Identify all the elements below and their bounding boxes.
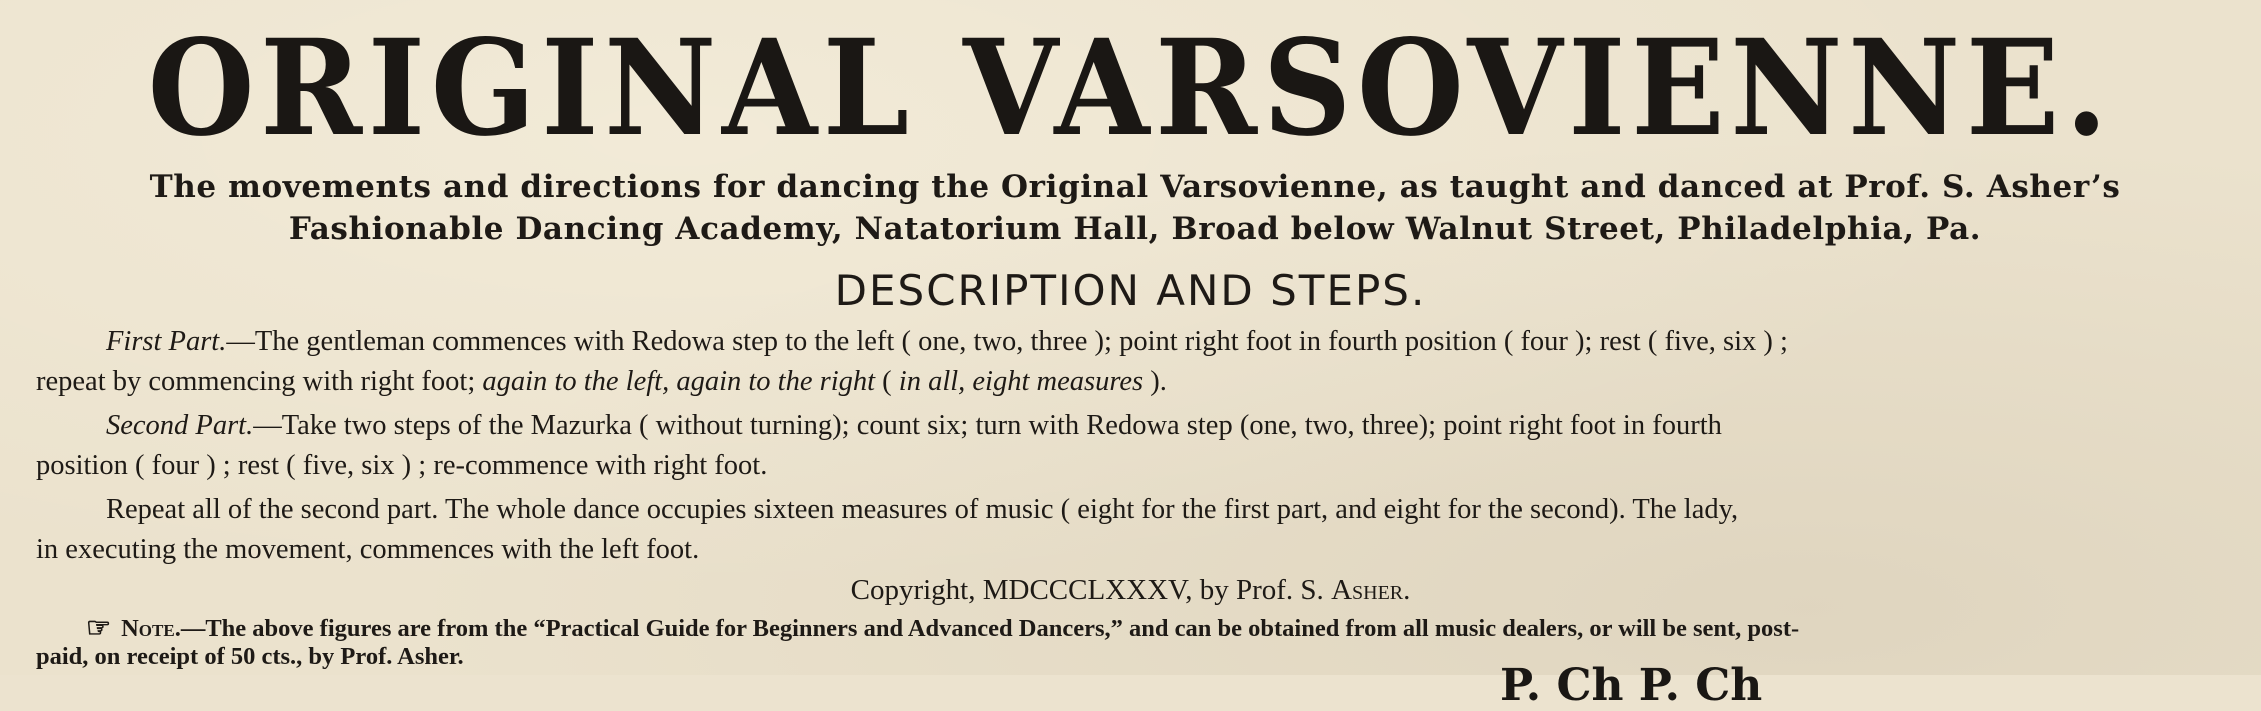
subtitle-line-2: Fashionable Dancing Academy, Natatorium Hall, Broad below Walnut Street, Philadelphia, Pa. (288, 211, 1982, 247)
copyright-name: Asher. (1331, 574, 1411, 606)
first-part-line-2 (0, 362, 2241, 402)
note-line-1 (36, 614, 2241, 643)
pointing-hand-icon: ☞ (86, 613, 112, 644)
cut-off-text: P. Ch P. Ch (1500, 660, 1763, 711)
second-part-lead: Second Part. (106, 410, 254, 441)
paragraph-repeat (36, 490, 2241, 570)
first-part-line-2-a: repeat by commencing with right foot; (36, 366, 483, 397)
second-part-line-1 (36, 406, 2241, 446)
first-part-lead: First Part. (106, 326, 227, 357)
first-part-line-1 (36, 322, 2241, 362)
paragraph-first-part (36, 322, 2241, 402)
note-label: Note. (121, 615, 181, 642)
first-part-line-2-italic: again to the left, again to the right (482, 366, 876, 397)
copyright-line (0, 570, 2261, 610)
repeat-line-2: in executing the movement, commences with the left foot. (36, 534, 700, 565)
first-part-text: —The gentleman commences with Redowa step to the left ( one, two, three ); point right foot in fourth position ( four ); rest ( five, six ) ; (226, 326, 1788, 357)
body-text (36, 322, 2241, 574)
first-part-line-2-italic-2: in all, eight measures (898, 366, 1144, 397)
note-line-2: paid, on receipt of 50 cts., by Prof. Asher. (36, 643, 464, 670)
second-part-line-2: position ( four ) ; rest ( five, six ) ; re-commence with right foot. (36, 450, 768, 481)
subtitle-line-1: The movements and directions for dancing the Original Varsovienne, as taught and danced at Prof. S. Asher’s (149, 169, 2121, 205)
page-title: ORIGINAL VARSOVIENNE. (147, 11, 2114, 166)
section-heading: DESCRIPTION AND STEPS. (834, 266, 1427, 315)
second-part-text: —Take two steps of the Mazurka ( without turning); count six; turn with Redowa step (one, two, three); point right foot in fourth (253, 410, 1722, 441)
paragraph-second-part (36, 406, 2241, 486)
first-part-line-2-c: ). (1143, 366, 1167, 397)
note (36, 614, 2241, 671)
first-part-line-2-b: ( (875, 366, 899, 397)
repeat-line-1: Repeat all of the second part. The whole dance occupies sixteen measures of music ( eight for the first part, and eight for the second). The lady, (106, 494, 1739, 525)
copyright-prefix: Copyright, MDCCCLXXXV, by Prof. S. (850, 574, 1332, 606)
note-text: —The above figures are from the “Practical Guide for Beginners and Advanced Dancers,” and can be obtained from all music dealers, or will be sent, post- (180, 615, 1800, 642)
subtitle (60, 166, 2210, 250)
